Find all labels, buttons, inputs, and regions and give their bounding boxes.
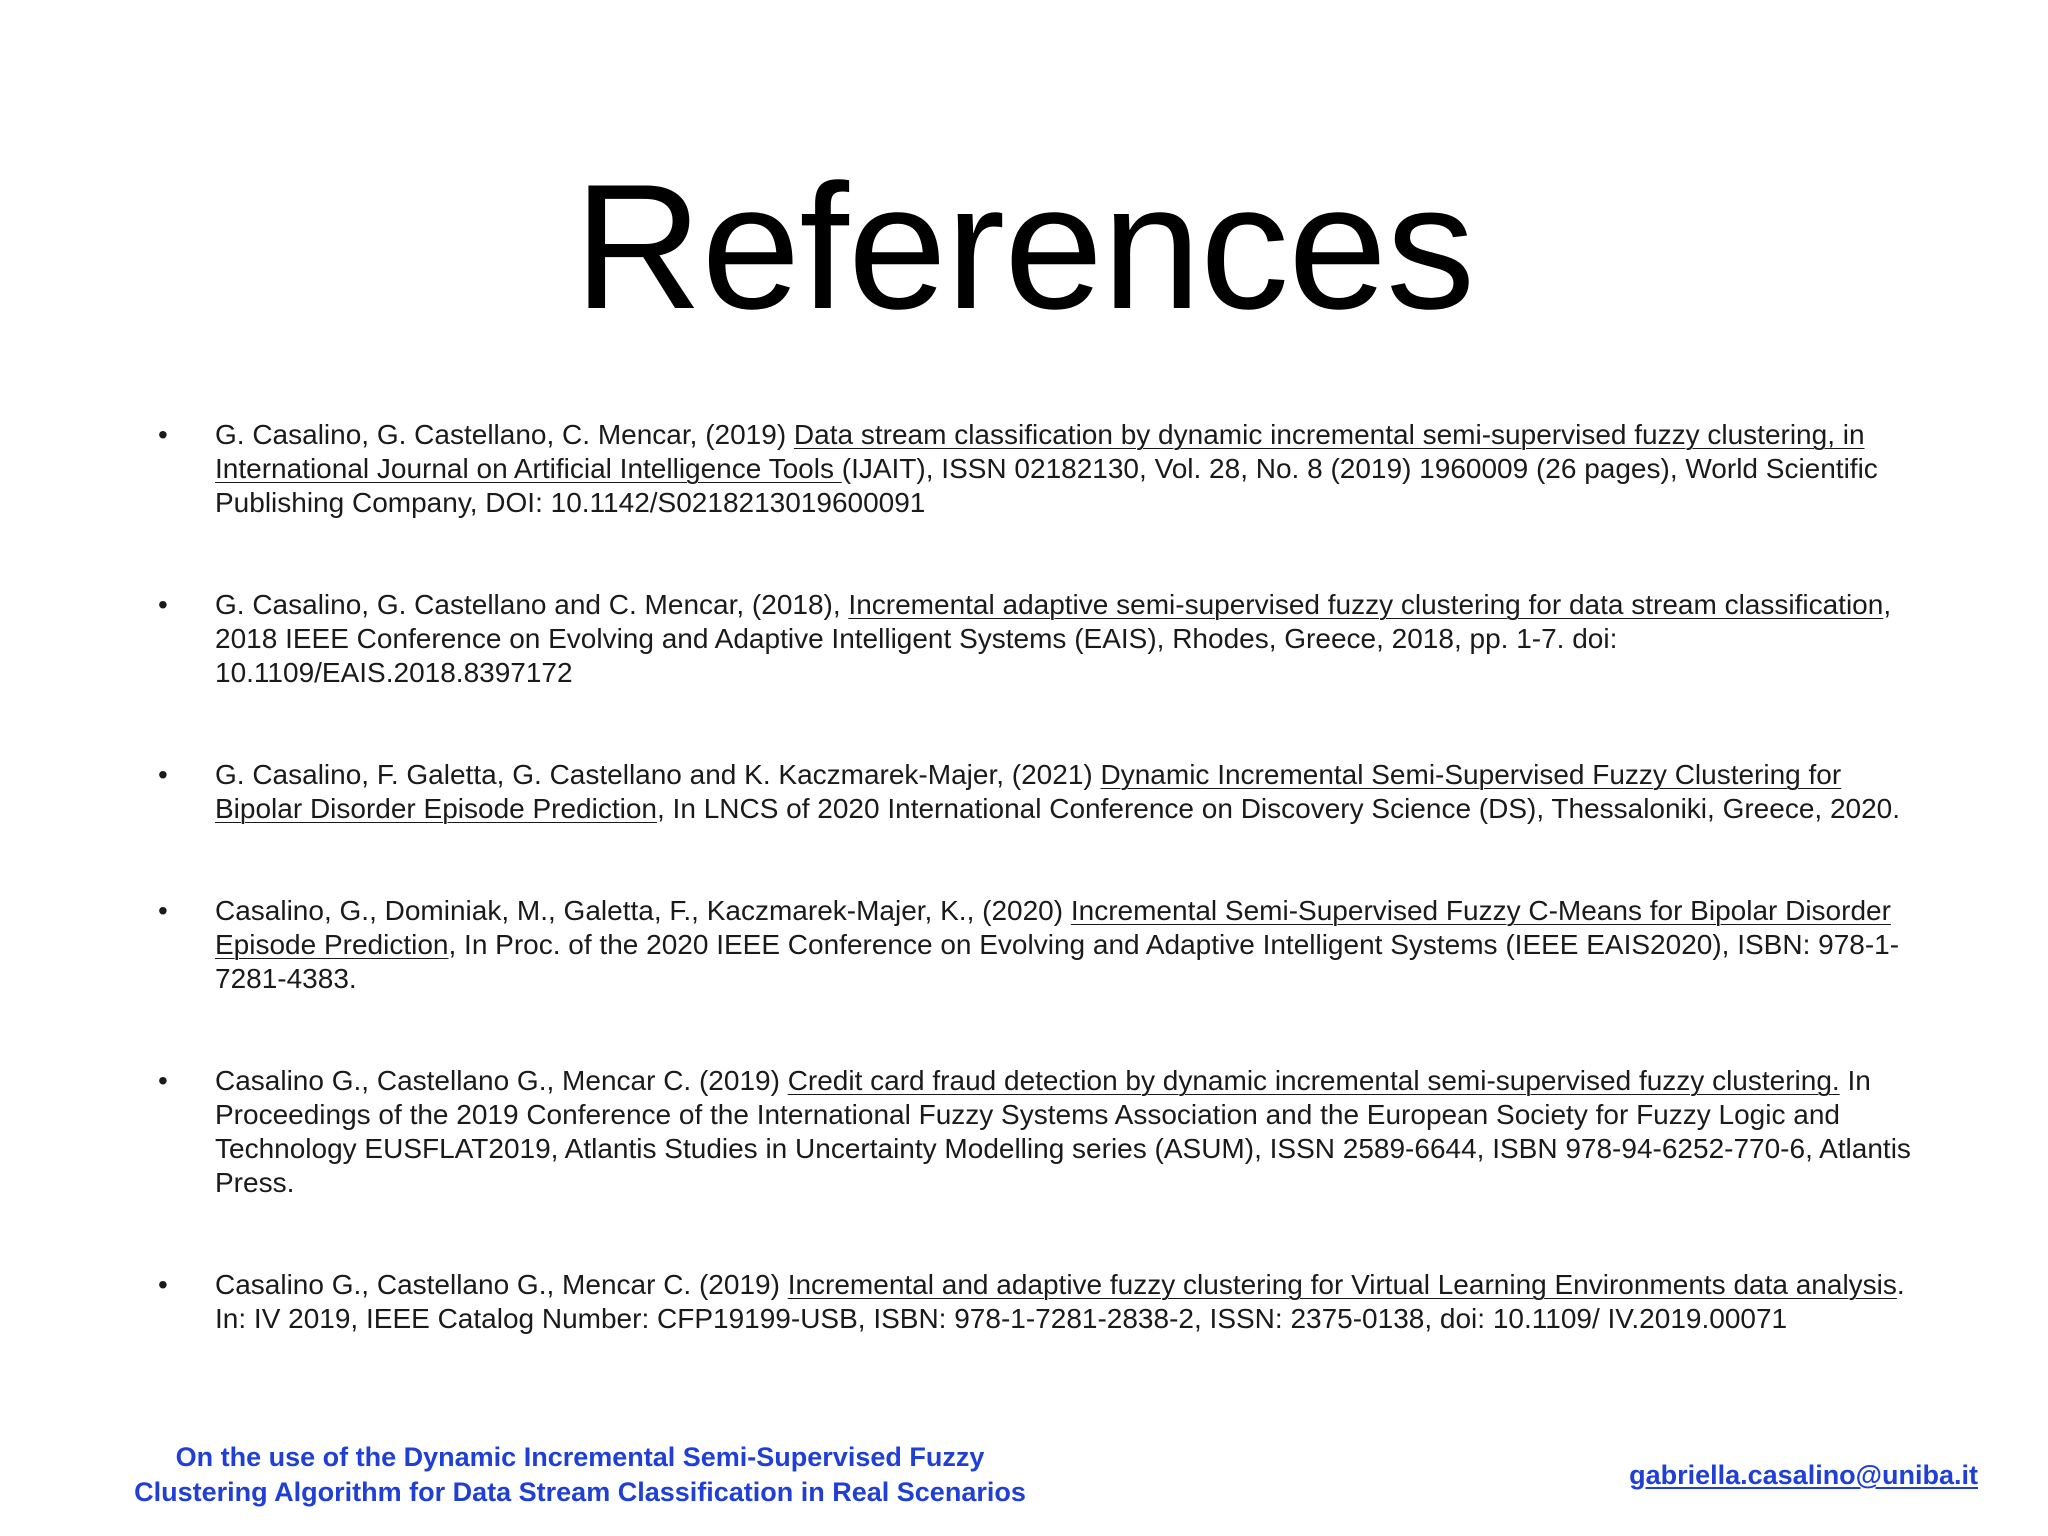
reference-details: , In LNCS of 2020 International Conference on Discovery Science (DS), Thessaloniki, Greece, 2020.: [657, 793, 1901, 824]
reference-item: [150, 418, 1920, 520]
reference-title-link[interactable]: Incremental Semi-Supervised Fuzzy C-Means for Bipolar Disorder Episode Prediction: [215, 895, 1891, 960]
bullet-icon: •: [158, 1269, 168, 1300]
reference-authors: G. Casalino, F. Galetta, G. Castellano and K. Kaczmarek-Majer, (2021): [215, 759, 1101, 790]
reference-details: . In: IV 2019, IEEE Catalog Number: CFP19199-USB, ISBN: 978-1-7281-2838-2, ISSN: 2375-0138, doi: 10.1109/ IV.2019.00071: [215, 1269, 1905, 1334]
reference-title-link[interactable]: Credit card fraud detection by dynamic incremental semi-supervised fuzzy clustering.: [787, 1065, 1840, 1096]
bullet-icon: •: [158, 589, 168, 620]
reference-title-link[interactable]: Incremental adaptive semi-supervised fuzzy clustering for data stream classification: [848, 589, 1884, 620]
reference-details: (IJAIT), ISSN 02182130, Vol. 28, No. 8 (2019) 1960009 (26 pages), World Scientific Publishing Company, DOI: 10.1142/S0218213019600091: [215, 453, 1878, 518]
reference-details: , 2018 IEEE Conference on Evolving and Adaptive Intelligent Systems (EAIS), Rhodes, Greece, 2018, pp. 1-7. doi: 10.1109/EAIS.2018.8397172: [215, 589, 1892, 688]
reference-item: [150, 1064, 1920, 1200]
reference-item: [150, 1268, 1920, 1336]
footer-title-line: On the use of the Dynamic Incremental Semi-Supervised Fuzzy: [175, 1442, 985, 1472]
bullet-icon: •: [158, 1065, 168, 1096]
reference-title-link[interactable]: Incremental and adaptive fuzzy clustering for Virtual Learning Environments data analysis: [787, 1269, 1897, 1300]
reference-title-link[interactable]: Data stream classification by dynamic incremental semi-supervised fuzzy clustering, in International Journal on Artificial Intelligence Tools: [215, 419, 1865, 484]
bullet-icon: •: [158, 419, 168, 450]
reference-authors: G. Casalino, G. Castellano and C. Mencar, (2018),: [215, 589, 849, 620]
reference-authors: Casalino, G., Dominiak, M., Galetta, F., Kaczmarek-Majer, K., (2020): [215, 895, 1071, 926]
page-title: References: [573, 147, 1475, 346]
bullet-icon: •: [158, 759, 168, 790]
reference-authors: Casalino G., Castellano G., Mencar C. (2019): [215, 1269, 788, 1300]
bullet-icon: •: [158, 895, 168, 926]
footer-presentation-title: [100, 1440, 1060, 1510]
reference-authors: G. Casalino, G. Castellano, C. Mencar, (2019): [215, 419, 794, 450]
reference-details: , In Proc. of the 2020 IEEE Conference on Evolving and Adaptive Intelligent Systems (IEEE EAIS2020), ISBN: 978-1-7281-4383.: [215, 929, 1900, 994]
footer-email-link[interactable]: gabriella.casalino@uniba.it: [1629, 1460, 1978, 1490]
reference-title-link[interactable]: Dynamic Incremental Semi-Supervised Fuzzy Clustering for Bipolar Disorder Episode Prediction: [215, 759, 1842, 824]
reference-details: In Proceedings of the 2019 Conference of the International Fuzzy Systems Association and the European Society for Fuzzy Logic and Technology EUSFLAT2019, Atlantis Studies in Uncertainty Modelling series (ASUM), ISSN 2589-6644, ISBN 978-94-6252-770-6, Atlantis Press.: [215, 1065, 1911, 1198]
footer-title-line: Clustering Algorithm for Data Stream Classification in Real Scenarios: [134, 1477, 1026, 1507]
reference-item: [150, 894, 1920, 996]
reference-item: [150, 588, 1920, 690]
reference-authors: Casalino G., Castellano G., Mencar C. (2019): [215, 1065, 788, 1096]
reference-list: [150, 418, 1920, 1336]
reference-item: [150, 758, 1920, 826]
